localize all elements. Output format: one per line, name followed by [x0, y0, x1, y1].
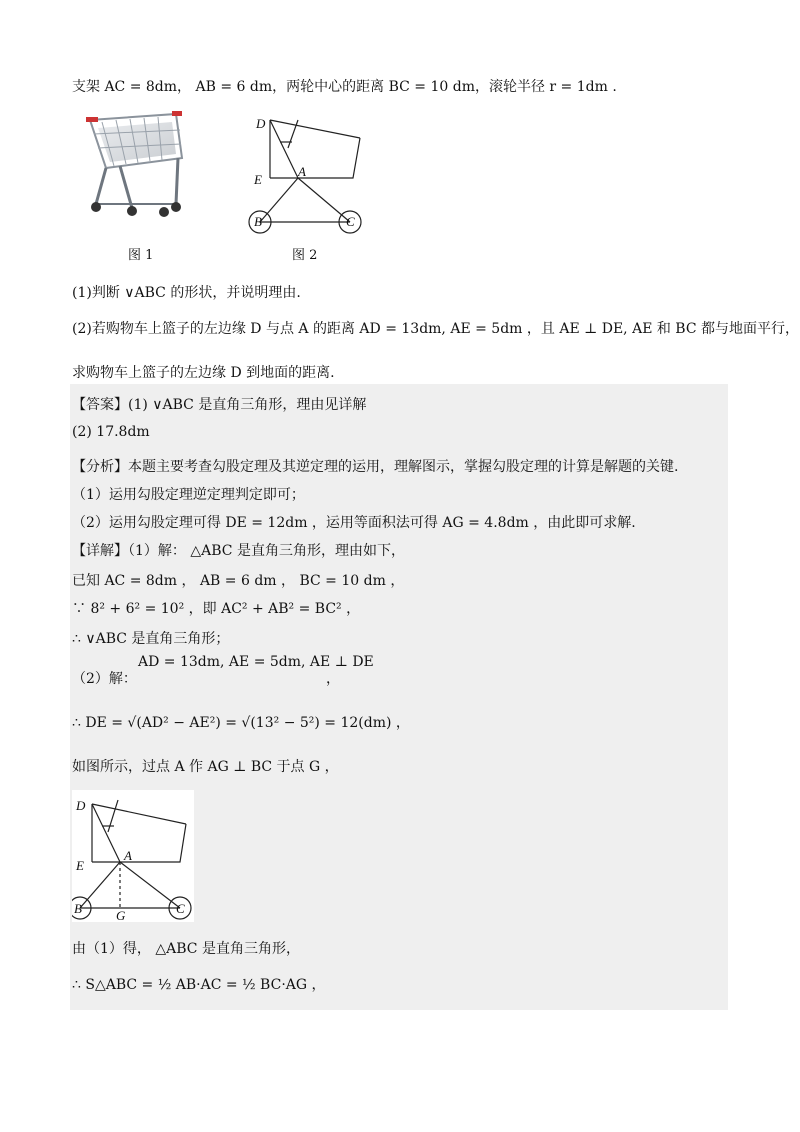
- geometry-figure-3: [72, 790, 194, 922]
- fig3-label-g: G: [116, 908, 126, 922]
- detail-conclusion: ∴ ∨ABC 是直角三角形；: [72, 631, 230, 647]
- detail-area-equation: ∴ S△ABC = ½ AB·AC = ½ BC·AG ，: [72, 977, 326, 993]
- question-2-line-2: 求购物车上篮子的左边缘 D 到地面的距离.: [72, 365, 335, 381]
- detail-construct-ag: 如图所示，过点 A 作 AG ⊥ BC 于点 G ，: [72, 759, 339, 775]
- detail-heading: 【详解】（1）解： △ABC 是直角三角形，理由如下，: [72, 543, 405, 559]
- fig3-label-e: E: [76, 858, 84, 873]
- figure1-caption: 图 1: [128, 248, 154, 263]
- answer-part-1: 【答案】(1) ∨ABC 是直角三角形，理由见详解: [72, 397, 367, 413]
- analysis-heading: 【分析】本题主要考查勾股定理及其逆定理的运用，理解图示，掌握勾股定理的计算是解题的关键.: [72, 459, 679, 475]
- detail-part2-comma: ，: [326, 671, 340, 687]
- fig3-label-d: D: [76, 798, 86, 813]
- detail-de-computation: ∴ DE = √(AD² − AE²) = √(13² − 5²) = 12(dm) ，: [72, 715, 410, 731]
- detail-part2-label: （2）解：: [72, 671, 137, 687]
- answer-part-2: (2) 17.8dm: [72, 424, 150, 440]
- fig2-label-e: E: [254, 172, 262, 187]
- detail-from-part1: 由（1）得， △ABC 是直角三角形，: [72, 941, 300, 957]
- fig2-label-d: D: [256, 116, 266, 131]
- intro-line: 支架 AC = 8dm， AB = 6 dm，两轮中心的距离 BC = 10 dm，滚轮半径 r = 1dm .: [72, 79, 617, 95]
- fig3-label-b: B: [74, 901, 82, 916]
- figure2-caption: 图 2: [292, 248, 318, 263]
- detail-given: 已知 AC = 8dm ， AB = 6 dm ， BC = 10 dm ，: [72, 573, 405, 589]
- analysis-step-2: （2）运用勾股定理可得 DE = 12dm ，运用等面积法可得 AG = 4.8dm ，由此即可求解.: [72, 515, 636, 531]
- geometry-figure-2: [248, 112, 368, 238]
- fig3-label-c: C: [176, 901, 185, 916]
- analysis-step-1: （1）运用勾股定理逆定理判定即可；: [72, 487, 305, 503]
- detail-because: ∵ 8² + 6² = 10² ，即 AC² + AB² = BC² ，: [72, 601, 361, 617]
- fig3-label-a: A: [124, 848, 132, 863]
- question-2-line-1: (2)若购物车上篮子的左边缘 D 与点 A 的距离 AD = 13dm, AE = 5dm ，且 AE ⊥ DE, AE 和 BC 都与地面平行，: [72, 321, 800, 337]
- fig2-label-c: C: [346, 214, 355, 229]
- detail-part2-equation: AD = 13dm, AE = 5dm, AE ⊥ DE: [138, 654, 374, 670]
- question-1: (1)判断 ∨ABC 的形状，并说明理由.: [72, 285, 301, 301]
- shopping-cart-figure: [80, 108, 200, 220]
- fig2-label-a: A: [298, 164, 306, 179]
- fig2-label-b: B: [254, 214, 262, 229]
